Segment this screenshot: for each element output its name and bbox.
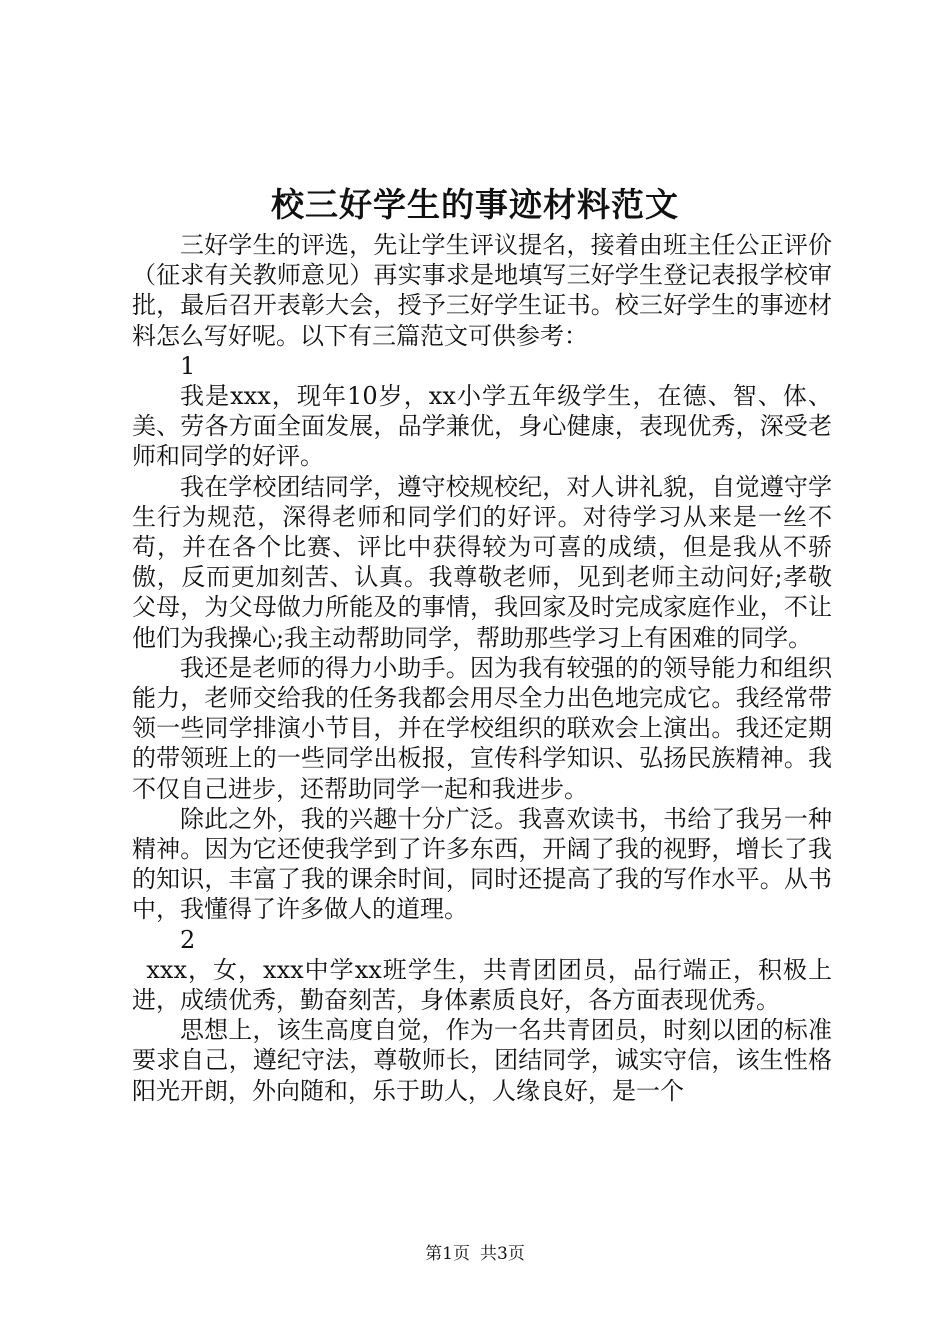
page-footer [0,1243,950,1265]
page-number: 第1页 [425,1244,470,1264]
section-number-2: 2 [180,925,196,954]
paragraph-intro: 三好学生的评选，先让学生评议提名，接着由班主任公正评价（征求有关教师意见）再实事求是地填写三好学生登记表报学校审批，最后召开表彰大会，授予三好学生证书。校三好学生的事迹材料怎么写好呢。以下有三篇范文可供参考： [132,231,832,350]
page-total: 共3页 [480,1244,525,1264]
paragraph: xxx，女，xxx中学xx班学生，共青团团员，品行端正，积极上进，成绩优秀，勤奋刻苦，身体素质良好，各方面表现优秀。 [132,955,832,1015]
paragraph: 除此之外，我的兴趣十分广泛。我喜欢读书，书给了我另一种精神。因为它还使我学到了许多东西，开阔了我的视野，增长了我的知识，丰富了我的课余时间，同时还提高了我的写作水平。从书中，我懂得了许多做人的道理。 [132,804,832,924]
paragraph: 我在学校团结同学，遵守校规校纪，对人讲礼貌，自觉遵守学生行为规范，深得老师和同学们的好评。对待学习从来是一丝不苟，并在各个比赛、评比中获得较为可喜的成绩，但是我从不骄傲，反而更加刻苦、认真。我尊敬老师，见到老师主动问好;孝敬父母，为父母做力所能及的事情，我回家及时完成家庭作业，不让他们为我操心;我主动帮助同学，帮助那些学习上有困难的同学。 [132,472,832,652]
document-title: 校三好学生的事迹材料范文 [271,185,679,224]
document-body [132,230,832,1106]
paragraph: 我是xxx，现年10岁，xx小学五年级学生，在德、智、体、美、劳各方面全面发展，品学兼优，身心健康，表现优秀，深受老师和同学的好评。 [132,382,832,471]
section-number-1: 1 [180,351,196,380]
paragraph: 我还是老师的得力小助手。因为我有较强的的领导能力和组织能力，老师交给我的任务我都会用尽全力出色地完成它。我经常带领一些同学排演小节目，并在学校组织的联欢会上演出。我还定期的带领班上的一些同学出板报，宣传科学知识、弘扬民族精神。我不仅自己进步，还帮助同学一起和我进步。 [132,653,832,803]
paragraph: 思想上，该生高度自觉，作为一名共青团员，时刻以团的标准要求自己，遵纪守法，尊敬师长，团结同学，诚实守信，该生性格阳光开朗，外向随和，乐于助人，人缘良好，是一个 [132,1016,832,1105]
